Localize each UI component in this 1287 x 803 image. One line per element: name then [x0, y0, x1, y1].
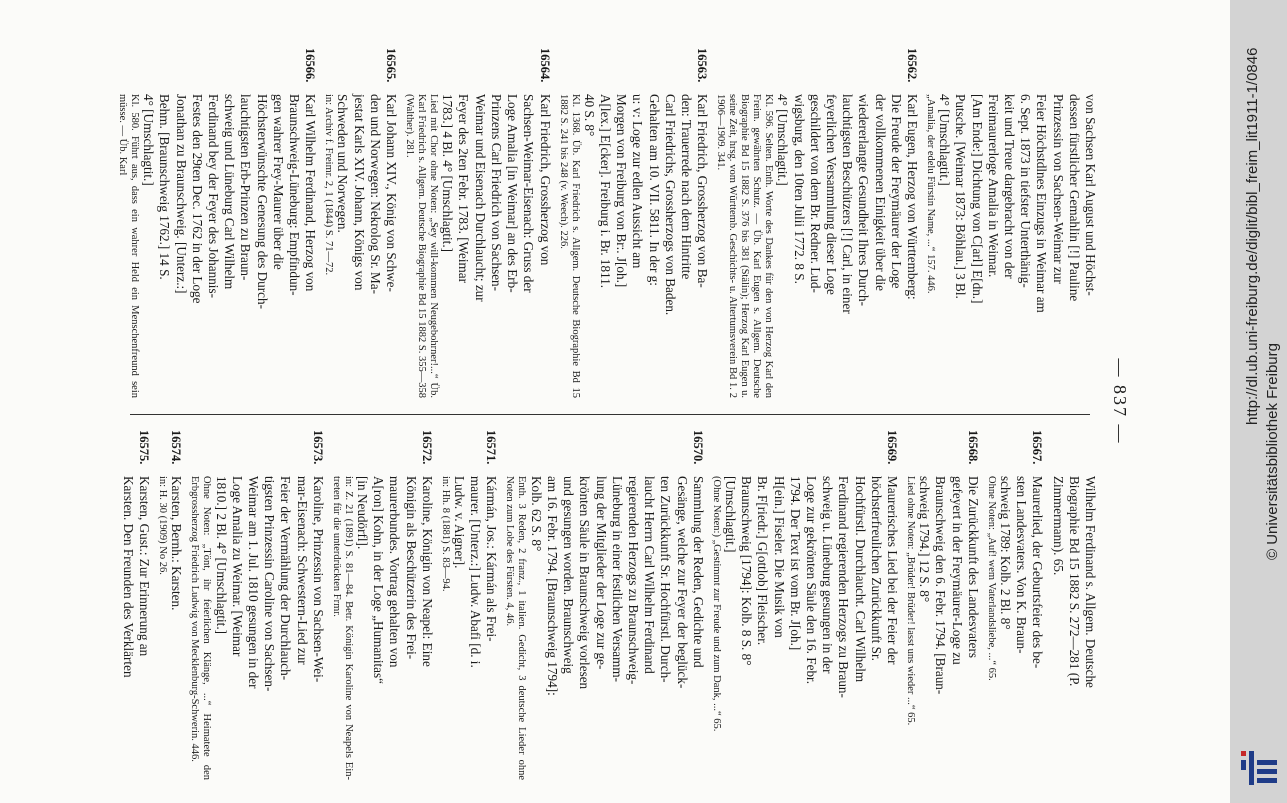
entry-line: Karsten, Gust.: Zur Erinnerung an — [137, 476, 153, 657]
entry-line: tigsten Prinzessin Caroline von Sachsen- — [262, 476, 278, 692]
bibliography-entry — [188, 430, 325, 780]
entry-line: Königin als Beschützerin des Frei- — [403, 476, 419, 660]
entry-line: Feyer des 2ten Febr. 1783. [Weimar — [456, 94, 472, 284]
entry-line: [Umschlagtit.] — [722, 476, 738, 553]
entry-line: Loge zur gekrönten Säule den 16. Febr. — [803, 476, 819, 685]
bibliography-entry — [116, 48, 318, 398]
entry-line: lung der Mitglieder der Loge zur ge- — [593, 476, 609, 670]
entry-line: Gesänge, welche zur Feyer der beglück- — [674, 476, 690, 689]
entry-line: Karl Wilhelm Ferdinand, Herzog von — [303, 94, 319, 292]
entry-line: ten Zurückkunft Sr. Hochfürstl. Durch- — [658, 476, 674, 683]
entry-number: 16574. — [169, 430, 184, 465]
entry-line: höchsterfreulichen Zurückkunft Sr. — [868, 476, 884, 661]
entry-line: regierenden Herzogs zu Braunschweig- — [625, 476, 641, 685]
entry-number: 16566. — [303, 48, 318, 83]
entry-line: Hochfürstl. Durchlaucht. Carl Wilhelm — [852, 476, 868, 683]
entry-line: A[ron] Kohn, in der Loge „Humanitas“ — [371, 476, 387, 685]
entry-number: 16575. — [137, 430, 152, 465]
entry-line: [in Neudörfl]. — [355, 476, 371, 550]
entry-line: Maurerlied, der Geburtsfeier des be- — [1030, 476, 1046, 669]
entry-line: Feier der Vermählung der Durchlauch- — [278, 476, 294, 681]
ub-freiburg-logo-icon[interactable] — [1238, 748, 1280, 788]
entry-line: Lüneburg in einer festlichen Versamm- — [609, 476, 625, 683]
entry-line: schweig u. Lüneburg gesungen in der — [820, 476, 836, 674]
entry-line: Biographie Bd 15 1882 S. 272—281 (P. — [1066, 476, 1082, 687]
entry-line: keit und Treue dargebracht von der — [1001, 94, 1017, 279]
entry-note: Lied mit Chor ohne Noten: „Sey will-kommen Neugebohrner!...“ Üb. Karl Friedrich s. Allgem. Deutsche Biographie Bd 15 1882 S. 355—358 (Walther). 281. — [404, 94, 440, 398]
column-divider — [130, 414, 1090, 415]
entry-line: dessen fürstlicher Gemahlin [!] Pauline — [1066, 94, 1082, 302]
entry-line: Carl Friedrichs, Grossherzogs von Baden. — [662, 94, 678, 316]
entry-line: Weimar am 1. Jul. 1810 gesungen in der — [246, 476, 262, 689]
entry-line: Die Freude der Freymäurer der Loge — [888, 94, 904, 289]
entry-number: 16565. — [384, 48, 399, 83]
entry-line: Karsten, Bernh.: Karsten. — [169, 476, 185, 611]
entry-number: 16567. — [1030, 430, 1045, 465]
entry-line: Loge Amalia zu Weimar. [Weimar — [229, 476, 245, 657]
entry-line: Sachsen-Weimar-Eisenach: Gruss der — [521, 94, 537, 293]
entry-line: Höchsterwünschte Genesung des Durch- — [254, 94, 270, 309]
entry-line: Karoline, Königin von Neapel: Eine — [419, 476, 435, 667]
entry-line: Kármán, Jos.: Kármán als Frei- — [484, 476, 500, 642]
source-url[interactable]: http://dl.ub.uni-freiburg.de/diglit/bibl_freim_lit1911-1/0846 — [1244, 47, 1261, 425]
entry-note: Ohne Noten: „Tönt, ihr feierlichen Klänge, ...“ Heimatete den Erbgrossherzog Friedrich Ludwig von Mecklenburg-Schwerin. 446. — [189, 476, 213, 780]
entry-number: 16572. — [419, 430, 434, 465]
entry-line: A[lex.] E[cker]. Freiburg i. Br. 1811. — [597, 94, 613, 289]
entry-line: den und Norwegen: Nekrolog Sr. Ma- — [367, 94, 383, 294]
entry-line: Kolb. 62 S. 8° — [528, 476, 544, 552]
right-column — [116, 430, 1098, 780]
left-column — [112, 48, 1098, 398]
entry-line: 1810.] 2 Bl. 4° [Umschlagtit.] — [213, 476, 229, 635]
entry-note: Kl. 1368. Üb. Karl Friedrich s. Allgem. Deutsche Biographie Bd 15 1882 S. 241 bis 248 (v. Weech). 226. — [557, 94, 581, 398]
entry-line: Jonathan zu Braunschweig. [Unterz.:] — [173, 94, 189, 294]
entry-note: (Ohne Noten:) „Gestimmt zur Freude und zum Dank, ...“ 65. — [710, 476, 722, 732]
bibliography-entry — [1049, 430, 1098, 780]
entry-line: jestat Karls XIV. Johann, Königs von — [351, 94, 367, 291]
entry-line: den: Trauerrede nach dem Hintritte — [678, 94, 694, 280]
entry-note: Kl. 580. Führt aus, dass ein wahrer Held ein Menschenfreund sein müsse. — Üb. Karl — [117, 94, 141, 398]
entry-line: Weimar und Eisenach Durchlaucht; zur — [472, 94, 488, 302]
entry-note: in: Z. 21 (1891) S. 81—84. Betr. Königin Karoline von Neapels Ein-treten für die unterdrückten Frmr. — [330, 476, 354, 780]
entry-line: mar-Eisenach: Schwestern-Lied zur — [294, 476, 310, 665]
entry-number: 16571. — [484, 430, 499, 465]
entry-line: maurerbundes. Vortrag gehalten von — [387, 476, 403, 668]
entry-note: „Amalia, der edelu Fürstin Name, ...“ 157. 446. — [924, 94, 936, 294]
bibliography-entry — [924, 48, 1098, 398]
entry-line: Festes den 29ten Dec. 1762 in der Loge — [189, 94, 205, 304]
entry-line: feyerlichen Versammlung dieser Loge — [823, 94, 839, 295]
entry-line: wiedererlangte Gesundheit Ihres Durch- — [856, 94, 872, 307]
bibliography-entry — [156, 430, 184, 780]
entry-line: Prinzens Carl Friedrich von Sachsen- — [488, 94, 504, 292]
entry-line: schweig 1789: Kolb. 2 Bl. 8° — [997, 476, 1013, 630]
entry-line: schweig 1794.] 12 S. 8° — [917, 476, 933, 603]
entry-line: Br. F[riedr.] G[ottlob] Fleischer. — [755, 476, 771, 646]
bibliography-entry — [322, 48, 399, 398]
bibliography-entry — [557, 48, 711, 398]
entry-line: laucht Herrn Carl Wilhelm Ferdinand — [642, 476, 658, 674]
entry-line: krönten Säule in Braunschweig vorlesen — [577, 476, 593, 690]
entry-line: wigsburg, den 10ten Julii 1772. 8 S. — [791, 94, 807, 284]
entry-number: 16563. — [695, 48, 710, 83]
entry-line: Freimaurerloge Amalia in Weimar. — [985, 94, 1001, 278]
bibliography-entry — [904, 430, 981, 780]
entry-line: von Sachsen Karl August und Höchst- — [1083, 94, 1098, 296]
entry-line: 4° [Umschlagtit.] — [937, 94, 953, 186]
entry-number: 16564. — [537, 48, 552, 83]
entry-line: Loge Amalia [in Weimar] an des Erb- — [505, 94, 521, 293]
bibliography-entry — [714, 48, 920, 398]
entry-line: Ludw. v. Aigner]. — [452, 476, 468, 569]
entry-note: Enth. 3 Reden, 2 franz., 1 italien. Gedicht, 3 deutsche Lieder ohne Noten zum Lobe des Fürsten. 4, 46. — [504, 476, 528, 780]
entry-line: 4° [Umschlagtit.] — [775, 94, 791, 186]
entry-line: 40 S. 8° — [581, 94, 597, 137]
entry-line: Ferdinand regierenden Herzogs zu Braun- — [836, 476, 852, 698]
entry-number: 16570. — [690, 430, 705, 465]
entry-line: Prinzessin von Sachsen-Weimar zur — [1050, 94, 1066, 284]
bibliography-entry — [504, 430, 706, 780]
entry-line: und gesungen worden. Braunschweig — [561, 476, 577, 674]
entry-line: gefeyert in der Freymäurer-Loge zu — [949, 476, 965, 665]
entry-line: Karsten. Den Freunden des Verklärten — [121, 476, 137, 678]
entry-number: 16573. — [310, 430, 325, 465]
entry-note: in: Archiv f. Freimr. 2, 1 (1844) S. 71—72. — [323, 94, 335, 276]
entry-note: Kl. 596. Selten. Enth. Worte des Dankes für den von Herzog Karl den Freim. gewährten Schutz. — Üb. Karl Eugen s. Allgem. Deutsche Biographie Bd 15 1882 S. 376 bis 381 (Stälin); Herzog Karl Eugen u. seine Zeit, hrsg. vom Württemb. Geschichts- u. Altertumsverein Bd 1. 2 1906—1909. 341. — [715, 94, 775, 398]
entry-line: 6. Sept. 1873 in tiefster Unterthänig- — [1018, 94, 1034, 288]
bibliography-entry — [439, 430, 500, 780]
entry-line: Braunschweig-Lüneburg: Empfindun- — [287, 94, 303, 296]
copyright-notice: © Universitätsbibliothek Freiburg — [1264, 343, 1281, 560]
entry-line: Sammlung der Reden, Gedichte und — [690, 476, 706, 668]
entry-line: Braunschweig [1794]: Kolb. 8 S. 8° — [739, 476, 755, 666]
bibliography-entry — [330, 430, 435, 780]
bibliography-entry — [120, 430, 152, 780]
entry-line: 1794. Der Text ist vom Br. J[oh.] — [787, 476, 803, 651]
entry-line: Gehalten am 10. VII. 5811. In der g: — [646, 94, 662, 286]
entry-note: in: Hh. 8 (1881) S. 83—94. — [439, 476, 451, 592]
entry-line: 4° [Umschlagtit.] — [141, 94, 157, 186]
entry-line: Karl Friedrich, Grossherzog von — [537, 94, 553, 266]
entry-line: Morgen von Freiburg von Br:. J[oh.] — [614, 94, 630, 288]
entry-line: Karl Friedrich, Grossherzog von Ba- — [695, 94, 711, 288]
entry-number: 16568. — [965, 430, 980, 465]
entry-line: Behm. [Braunschweig 1762.] 14 S. — [157, 94, 173, 280]
bibliography-entry — [403, 48, 552, 398]
entry-line: gen wahrer Frey-Maurer über die — [270, 94, 286, 270]
entry-line: Zimmermann). 65. — [1050, 476, 1066, 576]
entry-line: Feier Höchstdlnes Einzugs in Weimar am — [1034, 94, 1050, 313]
page-number: — 837 — — [1110, 358, 1130, 445]
entry-line: H[ein.] Fiseler. Die Musik von — [771, 476, 787, 638]
bibliography-entry — [985, 430, 1046, 780]
entry-line: Braunschweig den 6. Febr. 1794. [Braun- — [933, 476, 949, 695]
entry-line: maurer. [Unterz.:] Ludw. Abafi [d. i. — [468, 476, 484, 668]
entry-line: u: v: Loge zur edlen Aussicht am — [630, 94, 646, 269]
entry-number: 16562. — [904, 48, 919, 83]
entry-line: Karl Johann XIV., König von Schwe- — [384, 94, 400, 292]
entry-note: in: H. 30 (1909) No 26. — [157, 476, 169, 575]
entry-line: Putsche. [Weimar 1873: Böhlau.] 3 Bl. — [953, 94, 969, 299]
entry-line: Ferdinand bey der Feyer des Johannis- — [206, 94, 222, 298]
entry-number: 16569. — [884, 430, 899, 465]
entry-line: [Am Ende:] Dichtung von C[arl] E[dn.] — [969, 94, 985, 304]
entry-line: Karoline, Prinzessin von Sachsen-Wei- — [310, 476, 326, 683]
bibliography-entry — [710, 430, 900, 780]
entry-line: Karl Eugen, Herzog von Württemberg: — [904, 94, 920, 300]
entry-line: sten Landesvaters. Von K. Braun- — [1014, 476, 1030, 654]
entry-note: Lied ohne Noten: „Brüder! Brüder! lasst uns wieder ...“ 65. — [904, 476, 916, 726]
entry-note: Ohne Noten: „Auf! wem Vaterlandsliebe, ...“ 65. — [985, 476, 997, 681]
entry-line: Die Zurückkunft des Landesvaters — [965, 476, 981, 658]
entry-line: Maurerisches Lied bei der Feier der — [884, 476, 900, 665]
entry-line: schweig und Lüneburg Carl Wilhelm — [222, 94, 238, 290]
entry-line: lauchtigsten Beschützers [!] Carl, in einer — [840, 94, 856, 314]
entry-line: Schweden und Norwegen. — [335, 94, 351, 233]
entry-line: am 16. Febr. 1794. [Braunschweig 1794]: — [544, 476, 560, 696]
entry-line: 1783.] 4 Bl. 4° [Umschlagtit.] — [440, 94, 456, 253]
entry-line: Wilhelm Ferdinand s. Allgem. Deutsche — [1083, 476, 1098, 688]
entry-line: der vollkommenen Einigkeit über die — [872, 94, 888, 292]
entry-line: geschildert von dem Br. Redner. Lud- — [807, 94, 823, 293]
entry-line: lauchtigsten Erb-Prinzen zu Braun- — [238, 94, 254, 281]
